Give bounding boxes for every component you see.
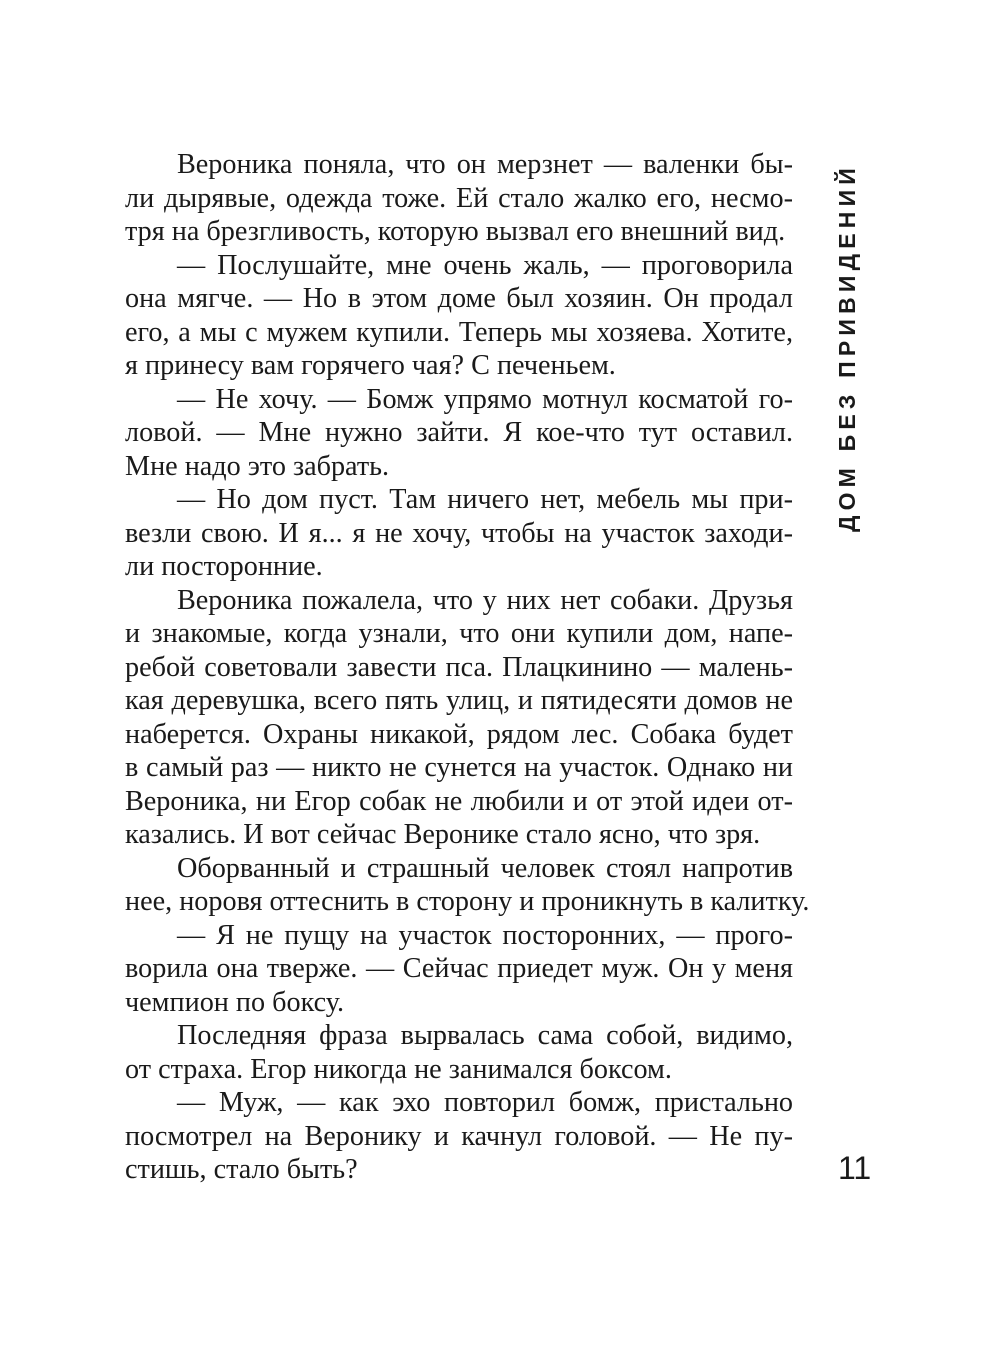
page-number: 11: [838, 1150, 872, 1186]
text-line: посмотрел на Веронику и качнул головой. — Не пу-: [125, 1120, 793, 1152]
paragraph: [125, 852, 810, 919]
running-head: ДОМ БЕЗ ПРИВИДЕНИЙ: [834, 162, 860, 532]
text-line: она мягче. — Но в этом доме был хозяин. Он продал: [125, 283, 793, 314]
text-line: нее, норовя оттеснить в сторону и проникнуть в калитку.: [125, 886, 810, 917]
text-line: Мне надо это забрать.: [125, 450, 390, 482]
paragraph: [125, 148, 793, 249]
text-line: в самый раз — никто не сунется на участок. Однако ни: [125, 752, 793, 783]
text-line: ли посторонние.: [125, 551, 323, 582]
text-line: — Я не пущу на участок посторонних, — прого-: [177, 919, 793, 951]
text-line: Вероника пожалела, что у них нет собаки. Друзья: [177, 584, 793, 616]
text-line: ловой. — Мне нужно зайти. Я кое-что тут оставил.: [125, 417, 793, 448]
paragraph: [125, 584, 793, 852]
paragraph: [125, 919, 793, 1020]
text-line: ребой советовали завести пса. Плацкинино — малень-: [125, 651, 793, 683]
text-line: кая деревушка, всего пять улиц, и пятидесяти домов не: [125, 685, 793, 716]
text-line: стишь, стало быть?: [125, 1154, 358, 1185]
paragraph: [125, 1086, 793, 1187]
text-line: — Но дом пуст. Там ничего нет, мебель мы при-: [177, 484, 793, 515]
paragraph: [125, 1019, 793, 1086]
text-line: Оборванный и страшный человек стоял напротив: [177, 852, 793, 884]
text-line: ворила она тверже. — Сейчас приедет муж. Он у меня: [125, 953, 793, 984]
text-line: тря на брезгливость, которую вызвал его внешний вид.: [125, 216, 786, 247]
text-line: чемпион по боксу.: [125, 986, 345, 1018]
text-line: — Муж, — как эхо повторил бомж, пристально: [177, 1087, 793, 1118]
text-line: ли дырявые, одежда тоже. Ей стало жалко его, несмо-: [125, 182, 793, 214]
text-line: Вероника поняла, что он мерзнет — валенки бы-: [177, 149, 793, 180]
text-line: казались. И вот сейчас Веронике стало ясно, что зря.: [125, 819, 761, 850]
text-line: я принесу вам горячего чая? С печеньем.: [125, 350, 616, 381]
text-line: и знакомые, когда узнали, что они купили дом, напе-: [125, 618, 793, 649]
text-line: наберется. Охраны никакой, рядом лес. Собака будет: [125, 718, 793, 750]
text-line: Вероника, ни Егор собак не любили и от этой идеи от-: [125, 785, 793, 817]
text-line: — Не хочу. — Бомж упрямо мотнул косматой го-: [177, 383, 793, 415]
text-line: — Послушайте, мне очень жаль, — проговорила: [177, 249, 793, 281]
text-line: Последняя фраза вырвалась сама собой, видимо,: [177, 1020, 793, 1051]
paragraph: [125, 483, 793, 584]
text-line: его, а мы с мужем купили. Теперь мы хозяева. Хотите,: [125, 316, 793, 348]
text-line: от страха. Егор никогда не занимался боксом.: [125, 1053, 672, 1085]
text-line: везли свою. И я... я не хочу, чтобы на участок заходи-: [125, 517, 793, 549]
paragraph: [125, 249, 793, 383]
paragraph: [125, 383, 793, 484]
body-text: [125, 148, 810, 1187]
